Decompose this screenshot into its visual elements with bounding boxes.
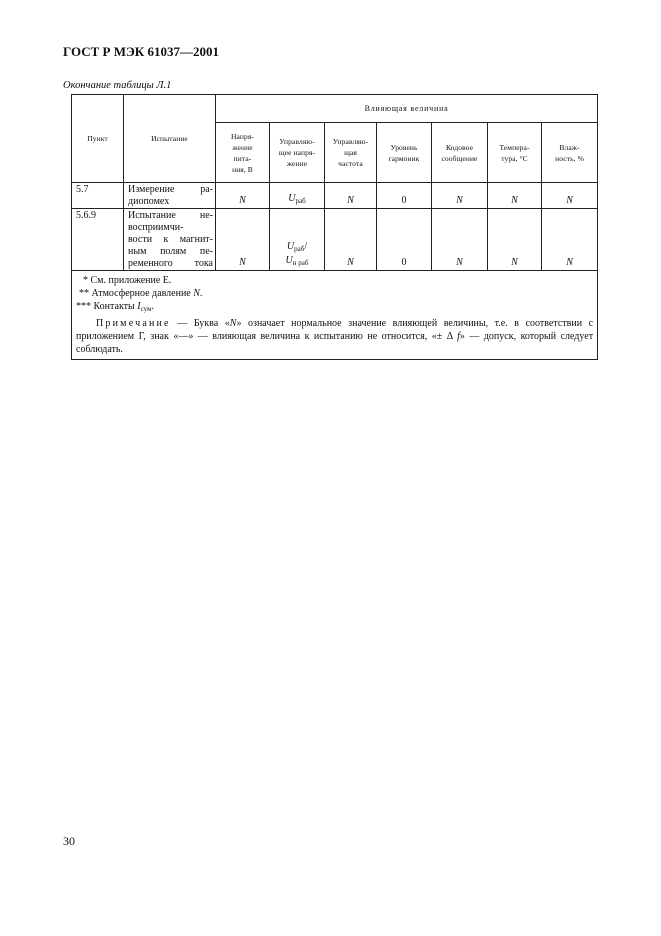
col-header-item: Пункт [72,95,124,183]
col-header-control-frequency: Управляю- щая частота [325,123,377,183]
col-header-code: Кодовое сообщение [432,123,488,183]
table-row [72,209,598,271]
row-item: 5.7 [72,183,124,209]
row-test: Измерение ра- диопомех [124,183,216,209]
cell-code: N [432,183,488,209]
cell-code: N [432,209,488,271]
footnote-1: * См. приложение Е. [83,275,172,286]
row-item: 5.6.9 [72,209,124,271]
col-header-voltage: Напря- жение пита- ния, В [216,123,270,183]
cell-temperature: N [488,209,542,271]
cell-voltage: N [216,183,270,209]
cell-harmonics: 0 [377,183,432,209]
footnote-3: *** Контакты $I_{сум}$. [76,301,154,313]
table-remark: Примечание — Буква «N» означает нормальное значение влияющей величины, т.е. в соответствии с приложением Г, знак «—» — влияющая величина к испытанию не относится, «± Δ f» — допуск, который следует соблюдать. [76,318,594,355]
cell-humidity: N [542,183,598,209]
cell-harmonics: 0 [377,209,432,271]
col-header-temperature: Темпера- тура, °С [488,123,542,183]
cell-temperature: N [488,183,542,209]
cell-control-frequency: N [325,209,377,271]
cell-control-voltage: $U_{раб}/$ $U_{н раб}$ [270,209,325,271]
table-caption: Окончание таблицы Л.1 [63,80,172,91]
document-header-title: ГОСТ Р МЭК 61037—2001 [63,44,219,59]
col-header-test: Испытание [124,95,216,183]
row-test: Испытание не- восприимчи- вости к магнит- ным полям пе- ременного тока [124,209,216,271]
col-header-harmonics: Уровень гармоник [377,123,432,183]
footnote-2: ** Атмосферное давление N. [79,288,203,299]
cell-humidity: N [542,209,598,271]
page-number: 30 [63,834,75,848]
col-header-control-voltage: Управляю- щее напря- жение [270,123,325,183]
header-row-1 [72,95,598,123]
col-header-influence: Влияющая величина [216,95,598,123]
cell-control-frequency: N [325,183,377,209]
cell-control-voltage: $U_{раб}$ [270,183,325,209]
table-row [72,183,598,209]
col-header-humidity: Влаж- ность, % [542,123,598,183]
influence-table [71,94,598,360]
cell-voltage: N [216,209,270,271]
table-notes [72,271,598,360]
notes-row [72,271,598,360]
